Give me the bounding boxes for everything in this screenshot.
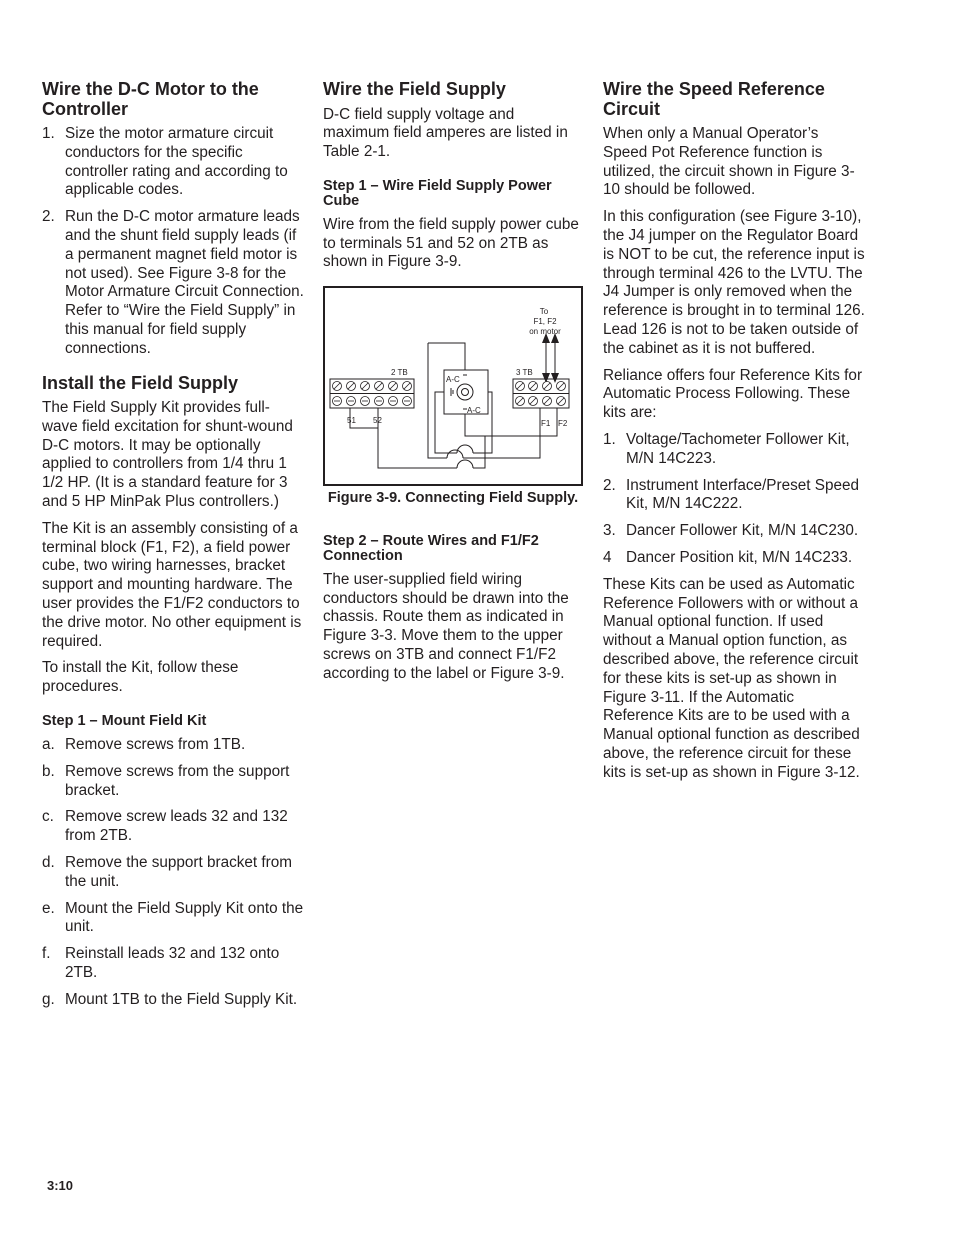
paragraph: The user-supplied field wiring conductors should be drawn into the chassis. Route them as indicated in Figure 3-3. Move them to the upper screws on 3TB and connect F1/F2 according to the label or Figure 3-9. — [323, 570, 569, 682]
label-f1-f2: F1, F2 — [533, 317, 557, 327]
step-heading-wire-power-cube: Step 1 – Wire Field Supply Power Cube — [323, 177, 552, 209]
label-ac-bottom: A-C — [467, 406, 481, 416]
paragraph: D-C field supply voltage and maximum field amperes are listed in Table 2-1. — [323, 105, 568, 161]
label-ac-top: A-C — [446, 375, 460, 385]
label-2tb: 2 TB — [391, 368, 408, 378]
power-cube-rectifier-icon — [457, 384, 473, 400]
list-item: e. Mount the Field Supply Kit onto the unit. — [42, 899, 304, 936]
figure-3-9-diagram — [323, 286, 583, 486]
step-heading-mount-field-kit: Step 1 – Mount Field Kit — [42, 713, 207, 730]
list-item: 2. Instrument Interface/Preset Speed Kit, M/N 14C222. — [603, 476, 859, 513]
paragraph: Reliance offers four Reference Kits for Automatic Process Following. These kits are: — [603, 366, 863, 422]
heading-install-field-supply: Install the Field Supply — [42, 372, 239, 393]
list-item: c. Remove screw leads 32 and 132 from 2TB. — [42, 808, 288, 845]
label-3tb: 3 TB — [516, 368, 533, 378]
column-left — [42, 80, 304, 1018]
list-item: 3. Dancer Follower Kit, M/N 14C230. — [603, 522, 859, 540]
list-item: f. Reinstall leads 32 and 132 onto 2TB. — [42, 945, 280, 981]
heading-wire-dc-motor: Wire the D-C Motor to the Controller — [42, 79, 259, 119]
label-terminal-52: 52 — [373, 416, 382, 426]
motor-wiring-list — [42, 125, 304, 359]
wiring-diagram — [325, 288, 575, 484]
list-item: 1. Voltage/Tachometer Follower Kit, M/N 14C223. — [603, 430, 850, 467]
column-middle — [323, 80, 583, 692]
paragraph: In this configuration (see Figure 3-10), the J4 jumper on the Regulator Board is NOT to be cut, the reference input is through terminal 426 to the LVTU. The J4 Jumper is only removed when the reference is brought in to terminal 126. Lead 126 is not to be taken outside of the cabinet as it is not buffered. — [603, 208, 865, 357]
paragraph: Wire from the field supply power cube to terminals 51 and 52 on 2TB as shown in Figure 3-9. — [323, 215, 579, 271]
reference-kits-list — [603, 431, 865, 568]
paragraph: The Kit is an assembly consisting of a terminal block (F1, F2), a field power cube, two wiring harnesses, bracket support and mounting hardware. The user provides the F1/F2 conductors to the drive motor. No other equipment is required. — [42, 519, 302, 650]
mount-steps-list — [42, 736, 304, 1010]
label-terminal-f2: F2 — [558, 419, 568, 429]
list-item: b. Remove screws from the support bracket. — [42, 762, 290, 799]
list-item: g. Mount 1TB to the Field Supply Kit. — [42, 990, 298, 1008]
list-item: d. Remove the support bracket from the unit. — [42, 854, 293, 890]
paragraph: The Field Supply Kit provides full-wave field excitation for shunt-wound D-C motors. It may be optionally applied to controllers from 1/4 thru 1 1/2 HP. (It is a standard feature for 3 and 5 HP MinPak Plus controllers.) — [42, 399, 293, 511]
figure-caption: Figure 3-9. Connecting Field Supply. — [327, 490, 579, 507]
label-terminal-f1: F1 — [541, 419, 551, 429]
step-heading-route-wires: Step 2 – Route Wires and F1/F2 Connection — [323, 532, 539, 564]
list-item: 4 Dancer Position kit, M/N 14C233. — [603, 548, 853, 566]
label-to: To — [539, 307, 549, 317]
paragraph: When only a Manual Operator’s Speed Pot Reference function is utilized, the circuit shown in Figure 3-10 should be followed. — [603, 125, 855, 199]
list-item: 1. Size the motor armature circuit conductors for the specific controller rating and according to applicable codes. — [42, 125, 288, 199]
page-number: 3:10 — [47, 1178, 74, 1193]
heading-wire-speed-reference: Wire the Speed Reference Circuit — [603, 79, 825, 119]
paragraph: These Kits can be used as Automatic Reference Followers with or without a Manual optional function. If used without a Manual option function, as described above, the reference circuit for these kits is set-up as shown in Figure 3-11. If the Automatic Reference Kits are to be used with a Manual optional function as described above, the reference circuit for these kits is set-up as shown in Figure 3-12. — [603, 575, 860, 781]
label-on-motor: on motor — [529, 327, 561, 337]
label-terminal-51: 51 — [347, 416, 356, 426]
heading-wire-field-supply: Wire the Field Supply — [323, 79, 506, 99]
column-right — [603, 80, 865, 791]
list-item: 2. Run the D-C motor armature leads and the shunt field supply leads (if a permanent magnet field motor is not used). See Figure 3-8 for the Motor Armature Circuit Connection. Refer to “Wire the Field Supply” in this manual for field supply connections. — [42, 208, 304, 357]
paragraph: To install the Kit, follow these procedures. — [42, 659, 239, 696]
list-item: a. Remove screws from 1TB. — [42, 736, 246, 754]
